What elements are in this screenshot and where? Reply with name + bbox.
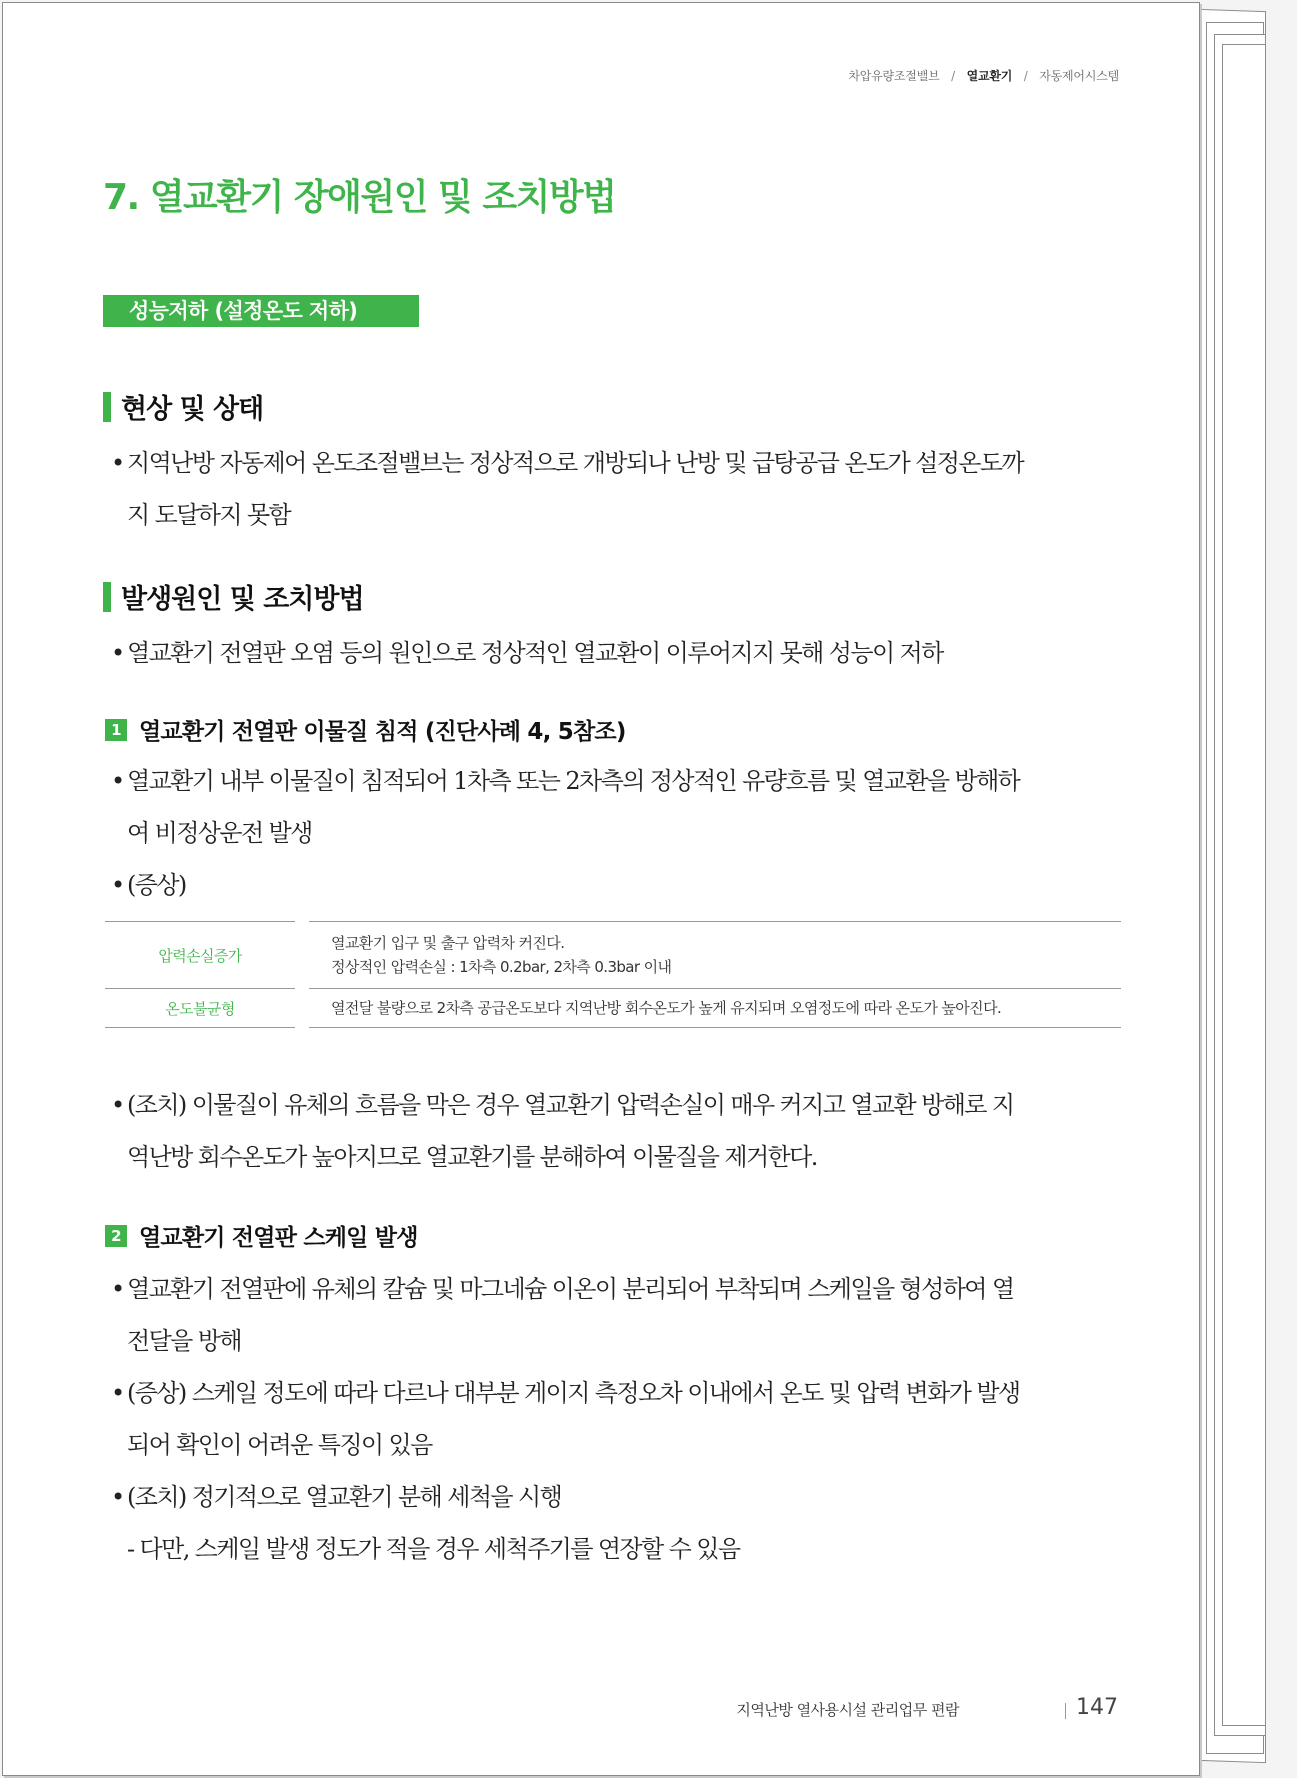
breadcrumb-item: 차압유량조절밸브	[848, 69, 940, 83]
section-heading-text: 발생원인 및 조치방법	[121, 584, 364, 615]
breadcrumb-current: 열교환기	[966, 69, 1013, 83]
numbered-heading-text: 열교환기 전열판 스케일 발생	[139, 1225, 418, 1251]
bullet-text: (조치) 정기적으로 열교환기 분해 세척을 시행	[127, 1483, 562, 1511]
bullet-line	[111, 865, 186, 900]
breadcrumb	[848, 67, 1119, 84]
section-heading-cause	[103, 577, 364, 616]
document-page	[2, 2, 1200, 1776]
category-tag: 성능저하 (설정온도 저하)	[103, 295, 419, 327]
section-heading-text: 현상 및 상태	[121, 394, 264, 425]
breadcrumb-item: 자동제어시스템	[1039, 69, 1119, 83]
bullet-icon: •	[111, 767, 124, 795]
numbered-heading-1	[105, 713, 626, 746]
table-value-line: 열교환기 입구 및 출구 압력차 커진다.	[331, 934, 565, 952]
bullet-icon: •	[111, 1091, 124, 1119]
breadcrumb-separator: /	[1023, 69, 1028, 83]
bullet-text: 열교환기 전열판에 유체의 칼슘 및 마그네슘 이온이 분리되어 부착되며 스케일을 형성하여 열	[127, 1275, 1014, 1303]
bullet-continuation: 여 비정상운전 발생	[127, 819, 312, 847]
bullet-text: (증상)	[127, 871, 186, 899]
bullet-icon: •	[111, 639, 124, 667]
bullet-text: (조치) 이물질이 유체의 흐름을 막은 경우 열교환기 압력손실이 매우 커지고 열교환 방해로 지	[127, 1091, 1014, 1119]
bullet-text: (증상) 스케일 정도에 따라 다르나 대부분 게이지 측정오차 이내에서 온도 및 압력 변화가 발생	[127, 1379, 1020, 1407]
bullet-line	[111, 1373, 1020, 1408]
number-badge: 2	[105, 1225, 127, 1247]
bullet-line	[111, 1269, 1014, 1304]
table-key: 온도불균형	[105, 989, 295, 1028]
table-value	[309, 989, 1121, 1028]
table-key: 압력손실증가	[105, 922, 295, 989]
bullet-icon: •	[111, 449, 124, 477]
footer-book-title: 지역난방 열사용시설 관리업무 편람	[736, 1701, 959, 1719]
numbered-heading-text: 열교환기 전열판 이물질 침적 (진단사례 4, 5참조)	[139, 719, 626, 745]
numbered-heading-2	[105, 1219, 418, 1252]
bullet-line	[111, 1085, 1013, 1120]
bullet-icon: •	[111, 1379, 124, 1407]
bullet-continuation: 되어 확인이 어려운 특징이 있음	[127, 1431, 432, 1459]
table-value-line: 정상적인 압력손실 : 1차측 0.2bar, 2차측 0.3bar 이내	[331, 958, 672, 976]
bullet-line	[111, 1477, 561, 1512]
table-row	[105, 989, 1121, 1028]
footer-divider	[1065, 1703, 1066, 1719]
bullet-line	[111, 761, 1019, 796]
page-title: 7. 열교환기 장애원인 및 조치방법	[103, 177, 616, 218]
table-row	[105, 922, 1121, 989]
heading-bar	[103, 392, 111, 422]
page-number: 147	[1076, 1695, 1118, 1720]
sub-bullet-line: - 다만, 스케일 발생 정도가 적을 경우 세척주기를 연장할 수 있음	[127, 1535, 740, 1563]
bullet-continuation: 전달을 방해	[127, 1327, 241, 1355]
bullet-continuation: 지 도달하지 못함	[127, 501, 291, 529]
section-heading-phenomenon	[103, 387, 263, 426]
bullet-line	[111, 443, 1023, 478]
table-value	[309, 922, 1121, 989]
bullet-text: 열교환기 전열판 오염 등의 원인으로 정상적인 열교환이 이루어지지 못해 성능이 저하	[127, 639, 943, 667]
number-badge: 1	[105, 719, 127, 741]
table-value-line: 열전달 불량으로 2차측 공급온도보다 지역난방 회수온도가 높게 유지되며 오염정도에 따라 온도가 높아진다.	[331, 999, 1002, 1017]
bullet-icon: •	[111, 1275, 124, 1303]
bullet-text: 지역난방 자동제어 온도조절밸브는 정상적으로 개방되나 난방 및 급탕공급 온도가 설정온도까	[127, 449, 1024, 477]
breadcrumb-separator: /	[951, 69, 955, 83]
bullet-continuation: 역난방 회수온도가 높아지므로 열교환기를 분해하여 이물질을 제거한다.	[127, 1143, 817, 1171]
bullet-icon: •	[111, 871, 124, 899]
bullet-icon: •	[111, 1483, 124, 1511]
page-edge	[1222, 44, 1266, 1726]
bullet-text: 열교환기 내부 이물질이 침적되어 1차측 또는 2차측의 정상적인 유량흐름 및 열교환을 방해하	[127, 767, 1020, 795]
symptom-table	[105, 921, 1121, 1028]
bullet-line	[111, 633, 943, 668]
heading-bar	[103, 582, 111, 612]
